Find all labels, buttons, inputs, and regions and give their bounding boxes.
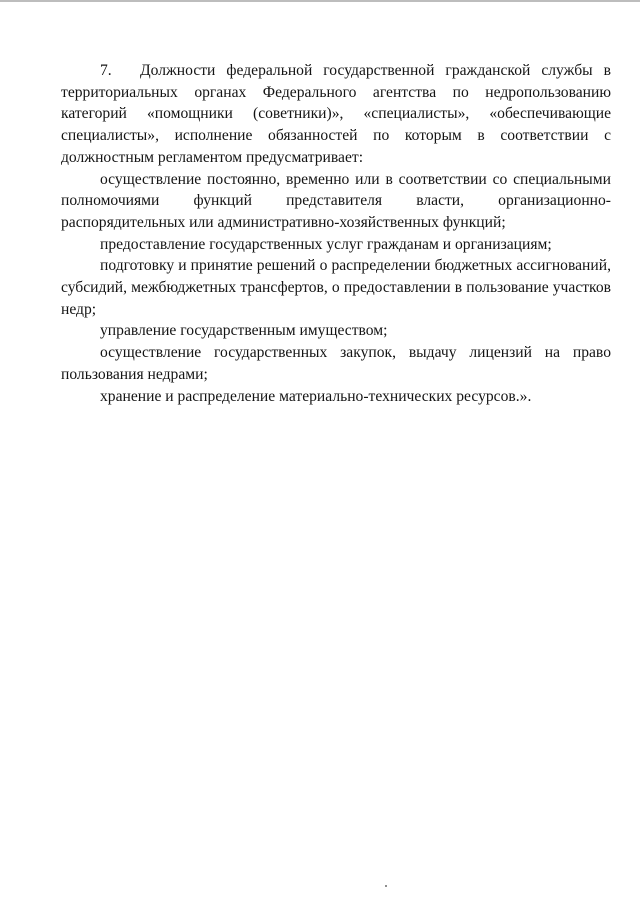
list-item: хранение и распределение материально-технических ресурсов.». — [100, 387, 532, 405]
list-item: предоставление государственных услуг гражданам и организациям; — [100, 235, 552, 253]
document-body — [61, 60, 611, 407]
list-item: осуществление постоянно, временно или в соответствии со специальными полномочиями функций представителя власти, организационно-распорядительных или административно-хозяйственных функций; — [61, 170, 611, 231]
item-intro-text: Должности федеральной государственной гражданской службы в территориальных органах Федерального агентства по недропользованию категорий «помощники (советники)», «специалисты», «обеспечивающие специалисты», исполнение обязанностей по которым в соответствии с должностным регламентом предусматривает: — [61, 62, 611, 166]
item-number: 7. — [100, 62, 112, 79]
scan-speck — [385, 885, 387, 887]
scan-top-edge — [0, 0, 640, 2]
list-item: осуществление государственных закупок, выдачу лицензий на право пользования недрами; — [61, 344, 611, 383]
list-item: управление государственным имуществом; — [100, 322, 388, 340]
list-item: подготовку и принятие решений о распределении бюджетных ассигнований, субсидий, межбюджетных трансфертов, о предоставлении в пользование участков недр; — [61, 257, 611, 318]
item-7-intro — [61, 60, 611, 169]
